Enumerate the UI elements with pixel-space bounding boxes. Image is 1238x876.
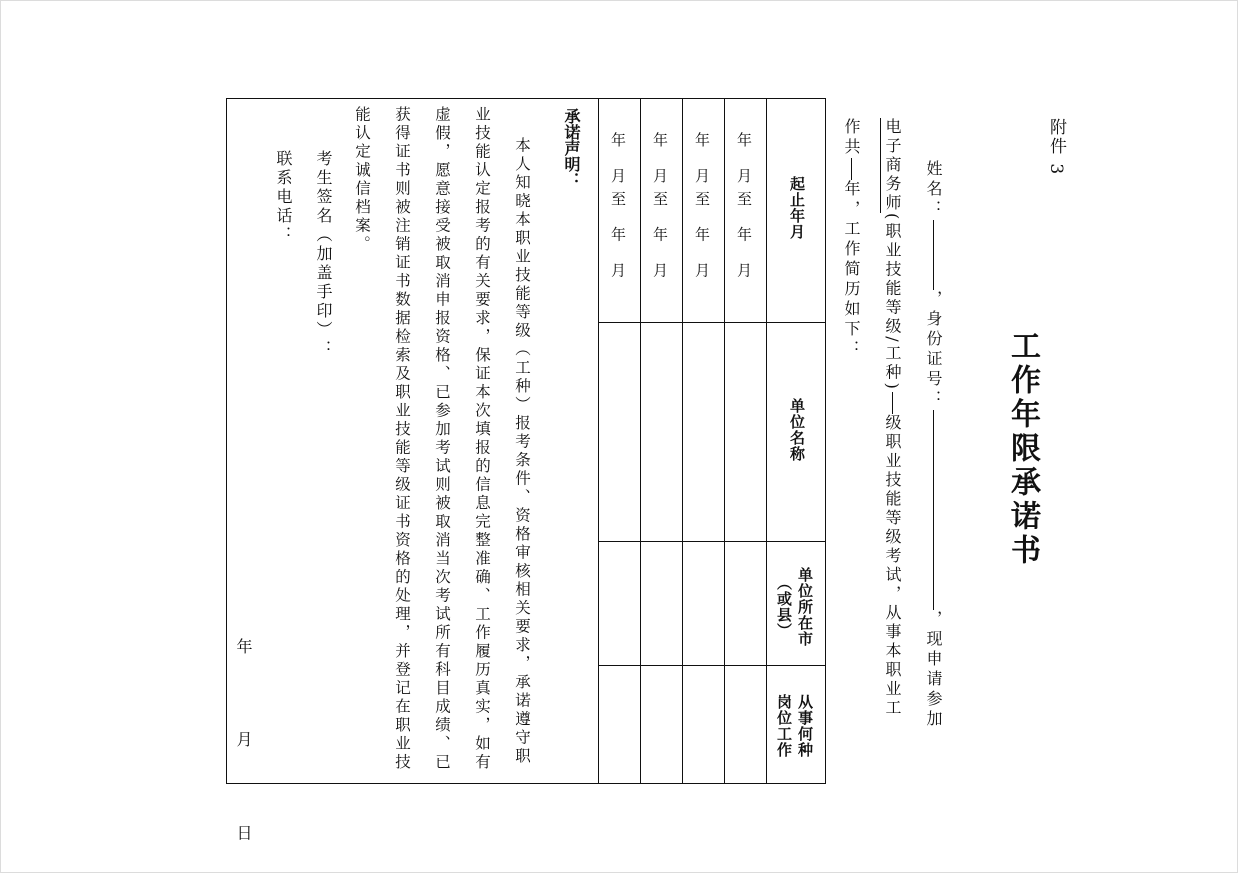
work-years-suffix: 年，工作简历如下： (842, 180, 861, 360)
apply-text: 现申请参加 (924, 630, 943, 730)
work-years-line (840, 118, 863, 360)
date-range-cell[interactable]: 年 月至 年 月 (609, 132, 627, 286)
column-divider (598, 665, 826, 666)
declaration-body (352, 106, 542, 778)
separator: ， (924, 290, 943, 310)
name-label: 姓名： (924, 160, 943, 220)
row-divider (640, 98, 641, 784)
row-divider (766, 98, 767, 784)
declaration-text: 本人知晓本职业技能等级（工种）报考条件、资格审核相关要求，承诺遵守职业技能认定报考的有关要求，保证本次填报的信息完整准确、工作履历真实，如有虚假，愿意接受被取消申报资格、已参加考试则被取消当次考试所有科目成绩、已获得证书则被注销证书数据检索及职业技能等级证书资格的处理，并登记在职业技能认定诚信档案。 (353, 106, 531, 772)
applicant-info-line (922, 160, 945, 730)
id-number-blank[interactable] (933, 410, 934, 610)
column-divider (598, 322, 826, 323)
exam-text: 级职业技能等级考试，从事本职业工 (883, 413, 902, 718)
occupation-value: 电子商务师 (880, 118, 904, 213)
signature-label: 考生签名（加盖手印）： (314, 150, 333, 359)
date-range-cell[interactable]: 年 月至 年 月 (735, 132, 753, 286)
phone-label: 联系电话： (274, 150, 293, 245)
row-divider (598, 98, 599, 784)
work-years-prefix: 作共 (842, 118, 861, 158)
attachment-label: 附件 3 (1046, 118, 1066, 177)
date-range-cell[interactable]: 年 月至 年 月 (651, 132, 669, 286)
header-company-name: 单位名称 (788, 398, 806, 462)
name-blank[interactable] (933, 220, 934, 290)
header-position: 从事何种岗位工作 (775, 694, 814, 758)
occupation-paren: (职业技能等级/工种) (883, 213, 902, 392)
level-blank[interactable] (892, 392, 893, 414)
date-label: 年 月 日 (234, 638, 253, 876)
header-date-range: 起止年月 (788, 176, 806, 240)
declaration-title: 承诺声明： (562, 108, 581, 188)
header-company-city: 单位所在市（或县） (775, 567, 814, 647)
row-divider (724, 98, 725, 784)
date-range-cell[interactable]: 年 月至 年 月 (693, 132, 711, 286)
column-divider (598, 541, 826, 542)
row-divider (682, 98, 683, 784)
separator: ， (924, 610, 943, 630)
occupation-line (880, 118, 904, 718)
document-title: 工作年限承诺书 (1005, 330, 1040, 568)
years-blank[interactable] (851, 158, 852, 180)
id-label: 身份证号： (924, 310, 943, 410)
